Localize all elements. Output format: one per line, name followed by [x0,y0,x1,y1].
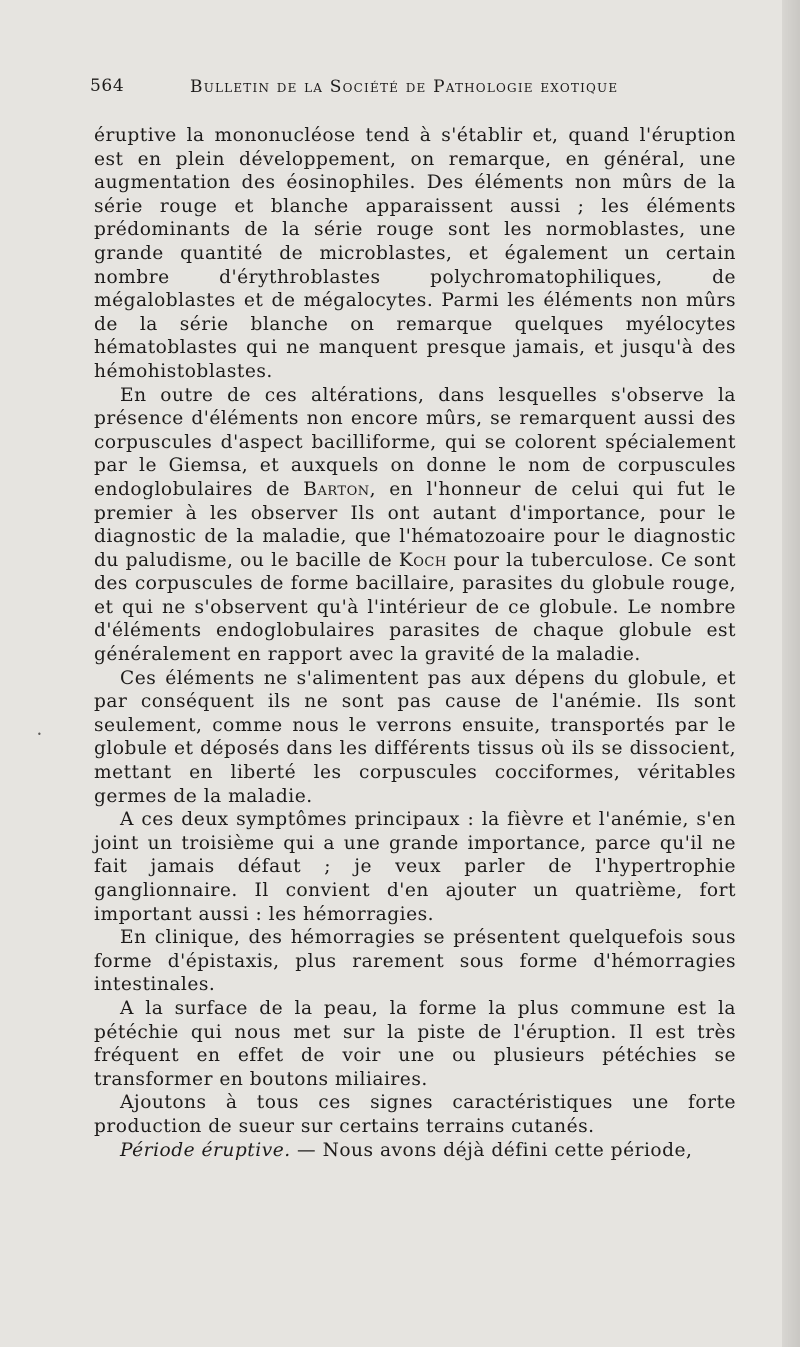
paragraph-text: En outre de ces altérations, dans lesquelles s'observe la présence d'éléments non encore mûrs, se remarquent aussi des corpuscules d'aspect bacilliforme, qui se colorent spécialement par le Giemsa, et auxquels on donne le nom de corpuscules endoglobulaires de [94,384,736,500]
author-name: Koch [398,549,447,571]
em-dash: — [290,1139,323,1161]
paragraph-text: A la surface de la peau, la forme la plus commune est la pétéchie qui nous met sur la piste de l'éruption. Il est très fréquent en effet de voir une ou plusieurs pétéchies se transformer en boutons miliaires. [94,997,736,1090]
paragraph [94,384,736,667]
paragraph [94,667,736,809]
article-body [94,124,736,1162]
running-title: Bulletin de la Société de Pathologie exotique [190,77,619,97]
paragraph-text: , en l'honneur de celui qui fut le premier à les observer Ils ont autant d'importance, pour le diagnostic de la maladie, que l'hématozoaire pour le diagnostic du paludisme, ou le bacille de [94,478,737,571]
paragraph-text: Ajoutons à tous ces signes caractéristiques une forte production de sueur sur certains terrains cutanés. [94,1092,736,1137]
paragraph [94,124,736,384]
paragraph [94,926,736,997]
paragraph-text: éruptive la mononucléose tend à s'établir et, quand l'éruption est en plein développement, on remarque, en général, une augmentation des éosinophiles. Des éléments non mûrs de la série rouge et blanche apparaissent aussi ; les éléments prédominants de la série rouge sont les normoblastes, une grande quantité de microblastes, et également un certain nombre d'érythroblastes polychromatophiliques, de mégaloblastes et de mégalocytes. Parmi les éléments non mûrs de la série blanche on remarque quelques myélocytes hématoblastes qui ne manquent presque jamais, et jusqu'à des hémohistoblastes. [94,125,736,382]
paragraph-text: Nous avons déjà défini cette période, [322,1139,693,1161]
paragraph [94,1091,736,1138]
page-edge [782,0,800,1347]
paragraph-text: Ces éléments ne s'alimentent pas aux dépens du globule, et par conséquent ils ne sont pas cause de l'anémie. Ils sont seulement, comme nous le verrons ensuite, transportés par le globule et déposés dans les différents tissus où ils se dissocient, mettant en liberté les corpuscules cocciformes, véritables germes de la maladie. [94,667,736,807]
paragraph [94,997,736,1091]
section-heading: Période éruptive. [120,1139,291,1161]
page-number: 564 [90,76,125,96]
paragraph-text: En clinique, des hémorragies se présentent quelquefois sous forme d'épistaxis, plus rarement sous forme d'hémorragies intestinales. [94,927,736,996]
author-name: Barton [303,478,370,500]
paragraph-text: pour la tuberculose. Ce sont des corpuscules de forme bacillaire, parasites du globule rouge, et qui ne s'observent qu'à l'intérieur de ce globule. Le nombre d'éléments endoglobulaires parasites de chaque globule est généralement en rapport avec la gravité de la maladie. [94,549,736,666]
paragraph-text: A ces deux symptômes principaux : la fièvre et l'anémie, s'en joint un troisième qui a une grande importance, parce qu'il ne fait jamais défaut ; je veux parler de l'hypertrophie ganglionnaire. Il convient d'en ajouter un quatrième, fort important aussi : les hémorragies. [94,809,736,925]
margin-mark: • [37,730,42,739]
paragraph [94,1139,736,1163]
paragraph [94,808,736,926]
